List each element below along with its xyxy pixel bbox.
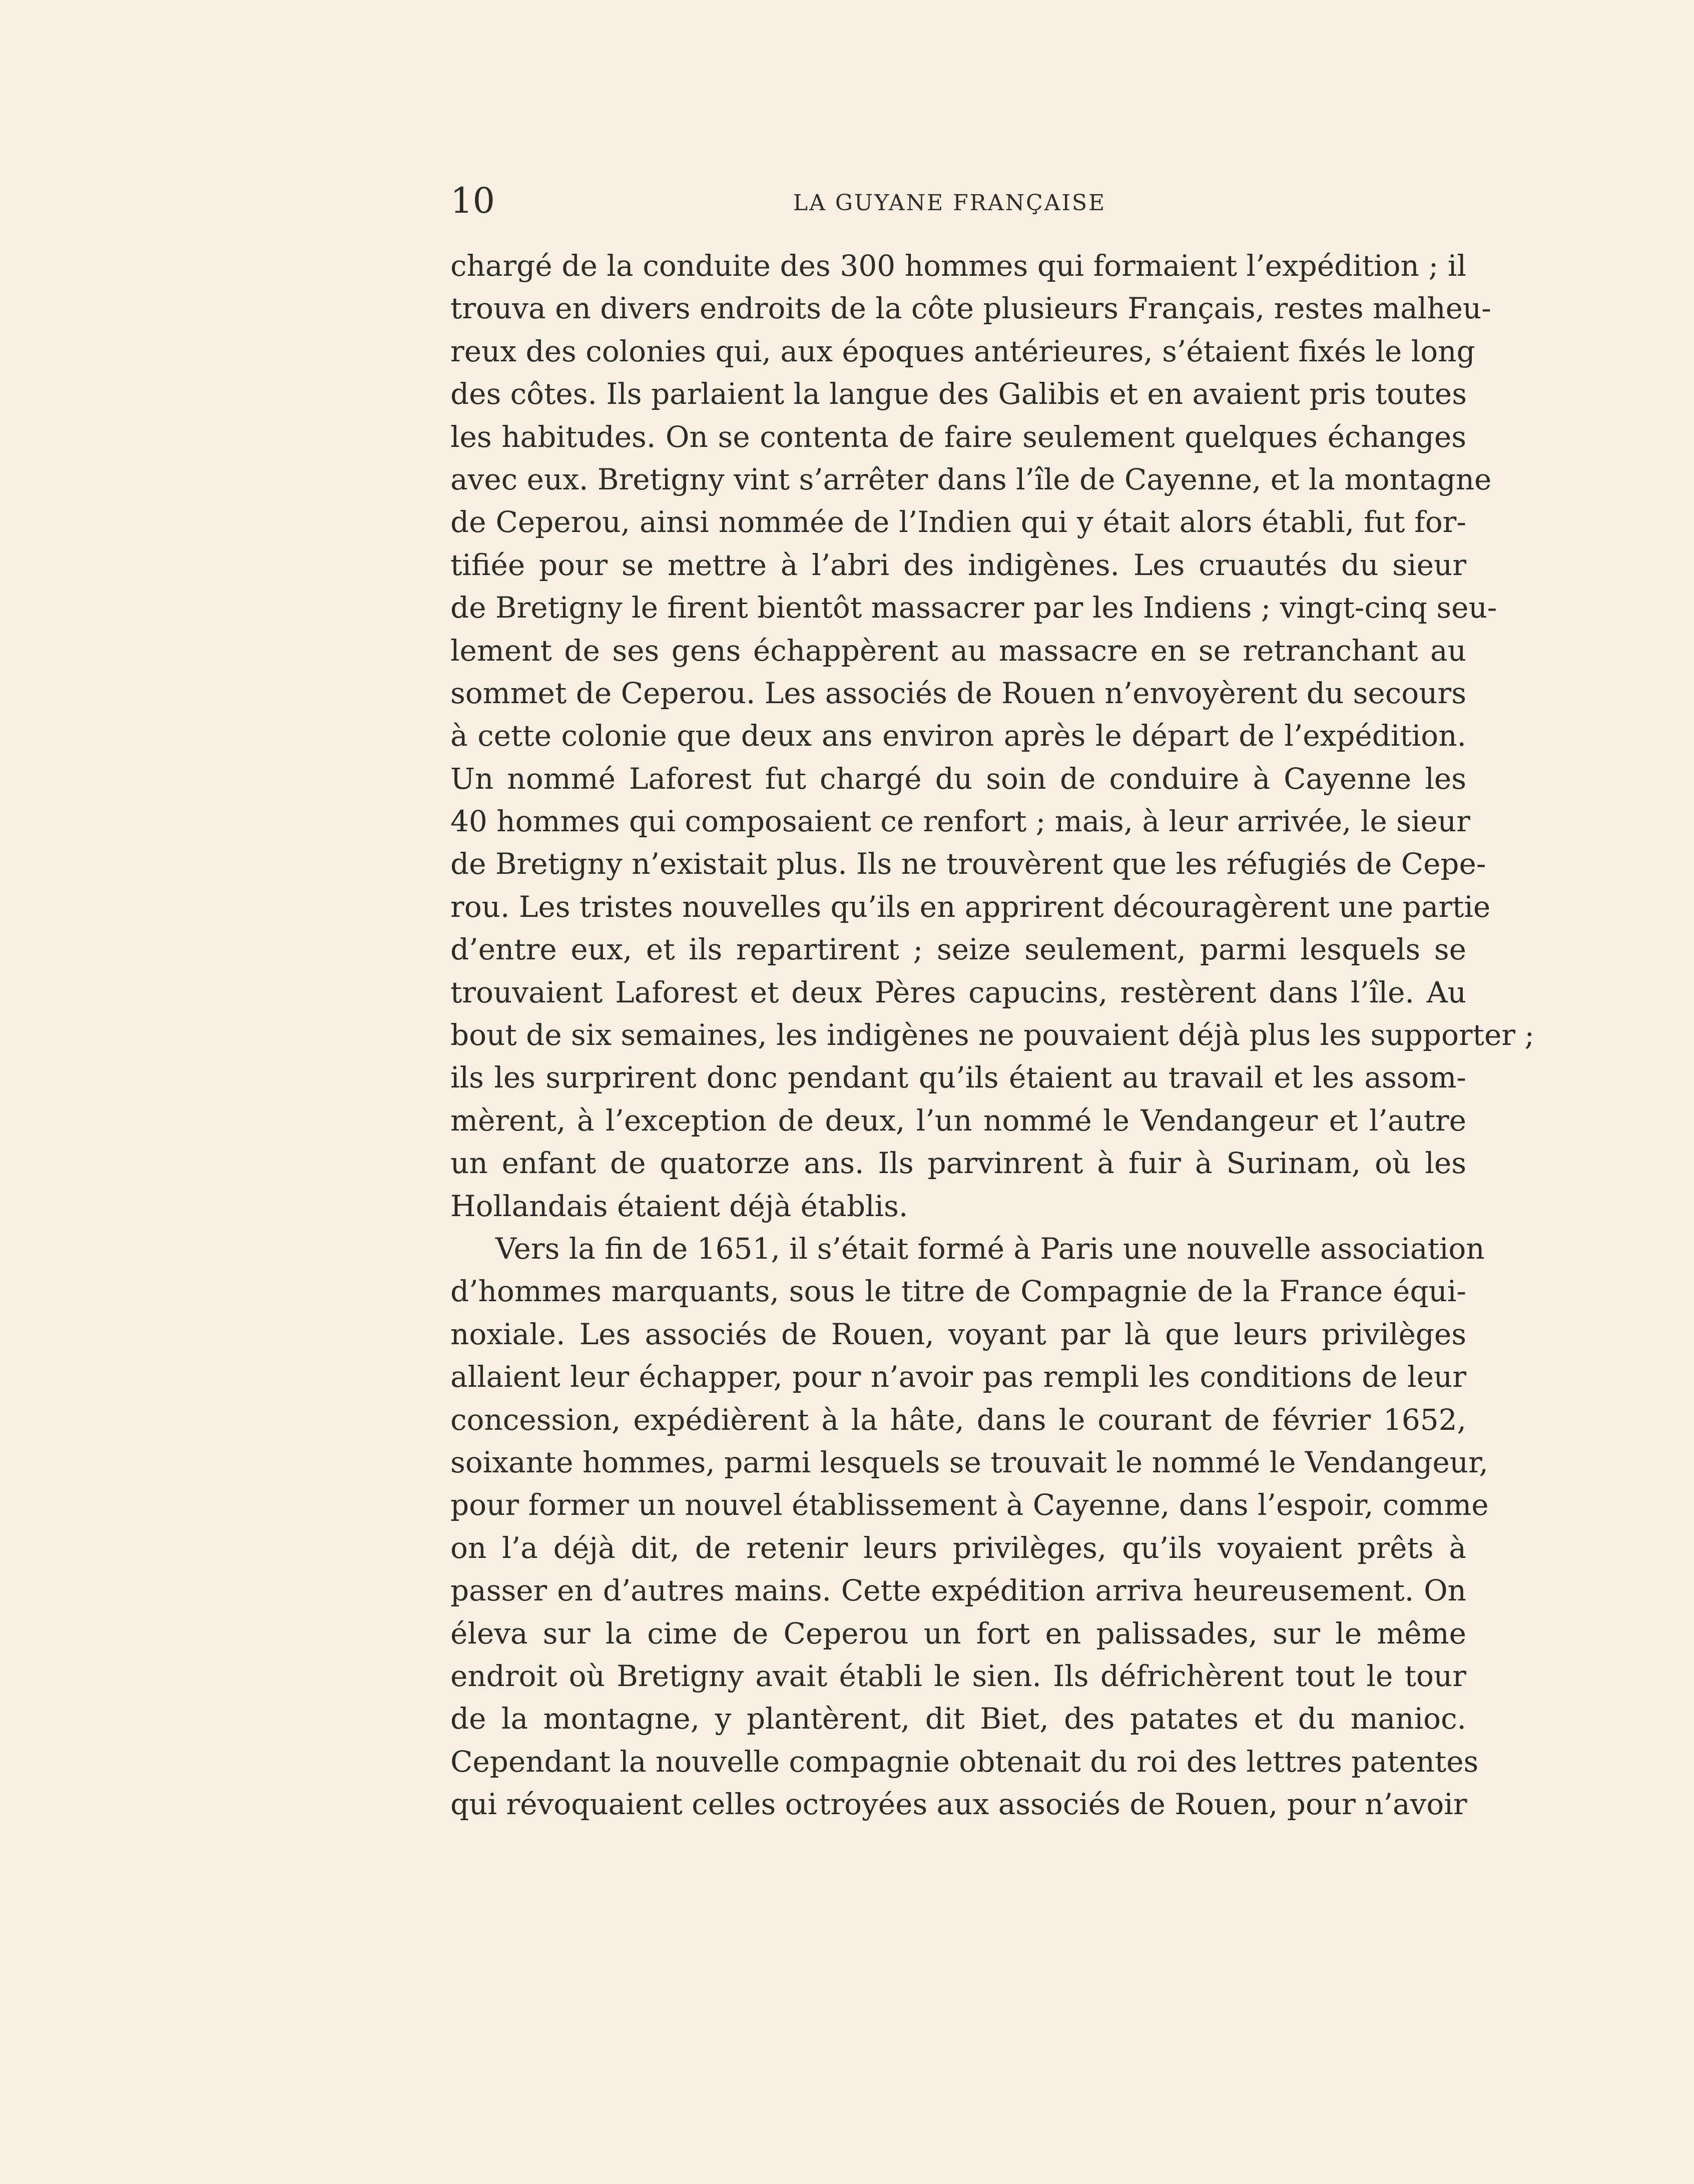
text-line: les habitudes. On se contenta de faire seulement quelques échanges bbox=[450, 419, 1466, 454]
text-line: éleva sur la cime de Ceperou un fort en palissades, sur le même bbox=[450, 1616, 1466, 1651]
text-line: de Bretigny n’existait plus. Ils ne trouvèrent que les réfugiés de Cepe- bbox=[450, 847, 1486, 881]
text-line: avec eux. Bretigny vint s’arrêter dans l’île de Cayenne, et la montagne bbox=[450, 462, 1492, 496]
text-line: ils les surprirent donc pendant qu’ils étaient au travail et les assom- bbox=[450, 1060, 1466, 1095]
page-number: 10 bbox=[450, 180, 495, 221]
text-line: sommet de Ceperou. Les associés de Rouen n’envoyèrent du secours bbox=[450, 676, 1466, 710]
text-line: un enfant de quatorze ans. Ils parvinrent à fuir à Surinam, où les bbox=[450, 1146, 1466, 1181]
text-line: rou. Les tristes nouvelles qu’ils en apprirent découragèrent une partie bbox=[450, 889, 1491, 924]
text-line: de Bretigny le firent bientôt massacrer par les Indiens ; vingt-cinq seu- bbox=[450, 591, 1497, 625]
running-title: LA GUYANE FRANÇAISE bbox=[793, 190, 1106, 216]
text-line: trouvaient Laforest et deux Pères capucins, restèrent dans l’île. Au bbox=[450, 975, 1466, 1009]
text-line: des côtes. Ils parlaient la langue des Galibis et en avaient pris toutes bbox=[450, 377, 1467, 411]
text-line: de Ceperou, ainsi nommée de l’Indien qui y était alors établi, fut for- bbox=[450, 505, 1466, 539]
text-line: bout de six semaines, les indigènes ne pouvaient déjà plus les supporter ; bbox=[450, 1018, 1534, 1052]
text-line: soixante hommes, parmi lesquels se trouvait le nommé le Vendangeur, bbox=[450, 1445, 1488, 1479]
text-line: trouva en divers endroits de la côte plusieurs Français, restes malheu- bbox=[450, 291, 1491, 326]
text-line: Vers la fin de 1651, il s’était formé à Paris une nouvelle association bbox=[495, 1231, 1485, 1266]
text-line: on l’a déjà dit, de retenir leurs privilèges, qu’ils voyaient prêts à bbox=[450, 1530, 1466, 1565]
text-line: lement de ses gens échappèrent au massacre en se retranchant au bbox=[450, 633, 1466, 668]
text-line: de la montagne, y plantèrent, dit Biet, des patates et du manioc. bbox=[450, 1702, 1466, 1736]
text-line: tifiée pour se mettre à l’abri des indigènes. Les cruautés du sieur bbox=[450, 548, 1466, 582]
text-line: mèrent, à l’exception de deux, l’un nommé le Vendangeur et l’autre bbox=[450, 1103, 1466, 1138]
text-line: à cette colonie que deux ans environ après le départ de l’expédition. bbox=[450, 719, 1466, 753]
text-line: d’entre eux, et ils repartirent ; seize seulement, parmi lesquels se bbox=[450, 932, 1466, 967]
text-line: chargé de la conduite des 300 hommes qui formaient l’expédition ; il bbox=[450, 249, 1466, 283]
text-line: d’hommes marquants, sous le titre de Compagnie de la France équi- bbox=[450, 1274, 1466, 1309]
text-block bbox=[450, 245, 1534, 1826]
text-line: Un nommé Laforest fut chargé du soin de conduire à Cayenne les bbox=[450, 761, 1466, 796]
text-line: Cependant la nouvelle compagnie obtenait du roi des lettres patentes bbox=[450, 1744, 1479, 1779]
text-line: 40 hommes qui composaient ce renfort ; mais, à leur arrivée, le sieur bbox=[450, 804, 1470, 839]
text-line: allaient leur échapper, pour n’avoir pas rempli les conditions de leur bbox=[450, 1360, 1466, 1394]
text-line: pour former un nouvel établissement à Cayenne, dans l’espoir, comme bbox=[450, 1488, 1489, 1522]
text-line: qui révoquaient celles octroyées aux associés de Rouen, pour n’avoir bbox=[450, 1787, 1467, 1822]
text-line: reux des colonies qui, aux époques antérieures, s’étaient fixés le long bbox=[450, 334, 1475, 368]
text-line: concession, expédièrent à la hâte, dans le courant de février 1652, bbox=[450, 1402, 1466, 1437]
text-line: endroit où Bretigny avait établi le sien. Ils défrichèrent tout le tour bbox=[450, 1659, 1466, 1693]
text-line: passer en d’autres mains. Cette expédition arriva heureusement. On bbox=[450, 1573, 1466, 1608]
text-line: Hollandais étaient déjà établis. bbox=[450, 1189, 908, 1223]
text-line: noxiale. Les associés de Rouen, voyant par là que leurs privilèges bbox=[450, 1317, 1466, 1351]
